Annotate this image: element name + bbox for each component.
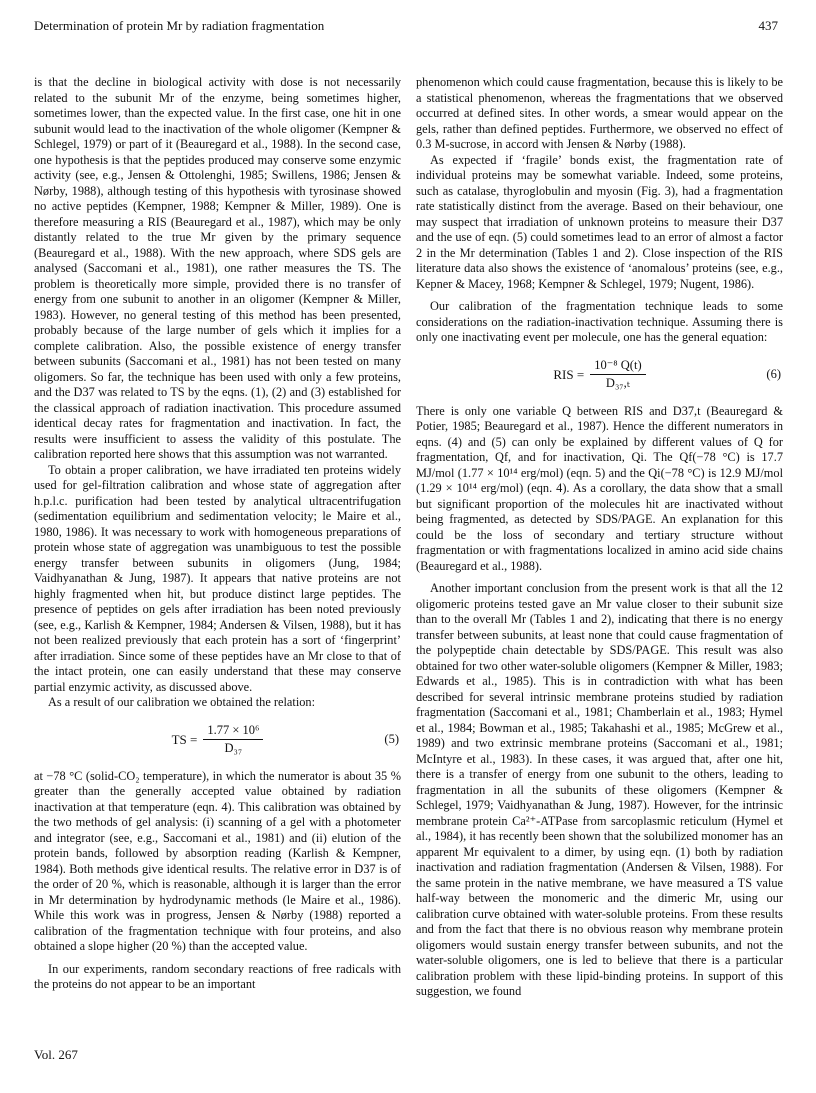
equation-fraction <box>203 723 263 756</box>
equation-5 <box>34 723 401 757</box>
equation-fraction <box>590 358 645 391</box>
equation-lhs: TS = <box>171 731 198 747</box>
paragraph: Another important conclusion from the present work is that all the 12 oligomeric proteins tested gave an Mr value closer to their subunit size than to the overall Mr (Tables 1 and 2), indicating that there is no energy transfer between subunits, at least none that could cause fragmentation of the polypeptide chain detectable by SDS/PAGE. This result was also obtained for two other water-soluble oligomers (Kempner & Miller, 1983; Edwards et al., 1985). This is in contradiction with what has been described for several intrinsic membrane proteins studied by radiation fragmentation (Saccomani et al., 1981; Chamberlain et al., 1983; Hymel et al., 1984; Bowman et al., 1985; Takahashi et al., 1985; McGrew et al., 1989) and two extrinsic membrane proteins (Saccomani et al., 1981; McIntyre et al., 1983). In these cases, it was argued that, after one hit, there is a transfer of energy from one subunit to the others, leading to fragmentation in all the subunits of these oligomers (Kempner & Schlegel, 1979; Vaidhyanathan & Jung, 1987). However, for the intrinsic membrane protein Ca²⁺-ATPase from sarcoplasmic reticulum (Hymel et al., 1984), it has recently been shown that the solubilized monomer has an apparent Mr equivalent to a dimer, by using eqn. (1) both by radiation inactivation and radiation fragmentation (Andersen & Vilsen, 1988). For the same protein in the native membrane, we have measured a TS value half-way between the monomeric and the dimeric Mr, using our calibration curve obtained with water-soluble proteins. From these results and from the fact that there is no obvious reason why membrane protein oligomers would sustain energy transfer between subunits, and not the water-soluble oligomers, one is led to believe that there is a particular calibration problem with these lipid-binding proteins. In support of this suggestion, we found <box>416 581 783 998</box>
equation-denominator: D₃₇ <box>224 741 243 755</box>
paragraph: phenomenon which could cause fragmentation, because this is likely to be a statistical phenomenon, whereas the fragmentations that we observed occurred at defined sites. In other words, a smear would appear on the gels, rather than defined peptides. Furthermore, we observed no effect of 0.3 M-sucrose, in accord with Jensen & Nørby (1988). <box>416 75 783 151</box>
running-title: Determination of protein Mr by radiation fragmentation <box>34 18 325 33</box>
equation-number: (5) <box>384 731 399 746</box>
paragraph: As a result of our calibration we obtained the relation: <box>48 695 316 709</box>
equation-denominator: D₃₇,ₜ <box>605 376 630 390</box>
paragraph: is that the decline in biological activity with dose is not necessarily related to the subunit Mr of the enzyme, being sometimes higher, sometimes lower, than the expected value. In the first case, one hit in one subunit would lead to the inactivation of the whole oligomer (Kempner & Schlegel, 1979) or part of it (Beauregard et al., 1988). In the second case, one hypothesis is that the peptides produced may conserve some enzymic activity (see, e.g., Jensen & Ottolenghi, 1985; Swillens, 1986; Jensen & Nørby, 1988), although testing of this hypothesis with tyrosinase showed no active peptides (Kempner, 1988; Kempner & Miller, 1989). One is therefore measuring a RIS (Beauregard et al., 1987), which may be only distantly related to the true Mr given by the primary sequence (Beauregard et al., 1988). With the new approach, where SDS gels are analysed (Saccomani et al., 1981), one rather measures the TS. The problem is theoretically more simple, provided there is no transfer of energy from one subunit to another in an oligomer (Kempner & Miller, 1983). However, no general testing of this method has been presented, probably because of the large number of gels which it implies for a complete calibration. Also, the possible existence of energy transfer between subunits (Saccomani et al., 1981) has not been tested on many oligomers. So far, the technique has been used with only a few proteins, and the D37 was related to TS by the eqns. (1), (2) and (3) established for the classical approach of radiation inactivation. This procedure assumed identical decay rates for fragmentation and inactivation. In fact, the results were insufficient to assess the validity of this postulate. The calibration reported here shows that this assumption was not warranted. <box>34 75 401 461</box>
equation-numerator: 1.77 × 10⁶ <box>203 723 263 740</box>
volume-footer: Vol. 267 <box>34 1047 78 1062</box>
page-number: 437 <box>758 18 778 33</box>
paragraph: In our experiments, random secondary reactions of free radicals with the proteins do not appear to be an important <box>34 961 401 991</box>
equation-numerator: 10⁻⁸ Q(t) <box>590 358 645 375</box>
paragraph: There is only one variable Q between RIS and D37,t (Beauregard & Potier, 1985; Beauregard et al., 1987). Hence the different numerators in eqns. (4) and (5) can only be explained by different values of Q for fragmentation, Qf, and for inactivation, Qi. The Qf(−78 °C) is 17.7 MJ/mol (1.77 × 10¹⁴ erg/mol) (eqn. 5) and the Qi(−78 °C) is 12.9 MJ/mol (1.29 × 10¹⁴ erg/mol) (eqn. 4). As a corollary, the data show that a small but significant proportion of the molecules hit are inactivated without being fragmented, as detected by SDS/PAGE. An explanation for this could be the loss of secondary and tertiary structure without fragmentation or with fragmentations localized in amino acid side chains (Beauregard et al., 1988). <box>416 403 783 573</box>
equation-number: (6) <box>766 366 781 381</box>
right-column <box>416 75 783 1000</box>
equation-6 <box>416 358 783 392</box>
left-column <box>34 75 401 993</box>
running-header <box>34 18 782 40</box>
paragraph: Our calibration of the fragmentation technique leads to some considerations on the radiation-inactivation technique. Assuming there is only one inactivating event per molecule, one has the general equation: <box>416 299 783 344</box>
paragraph: To obtain a proper calibration, we have irradiated ten proteins widely used for gel-filtration calibration and whose state of aggregation after h.p.l.c. purification had been tested by analytical ultracentrifugation (sedimentation equilibrium and sedimentation velocity; le Maire et al., 1980, 1986). It was necessary to work with homogeneous preparations of protein whose state of aggregation was unambiguous to test the possible energy transfer between subunits in oligomers (Jung, 1984; Vaidhyanathan & Jung, 1987). It appears that native proteins are not highly fragmented when hit, but produce distinct large peptides. The presence of peptides on gels after irradiation has been noted previously (see, e.g., Karlish & Kempner, 1984; Andersen & Vilsen, 1988), but it has not been realized previously that each protein has a sort of ‘fingerprint’ after irradiation. Since some of these peptides have an Mr close to that of the intact protein, one can easily understand that these may conserve partial enzymic activity, as discussed above. <box>34 462 401 694</box>
equation-lhs: RIS = <box>553 366 585 382</box>
paragraph: As expected if ‘fragile’ bonds exist, the fragmentation rate of individual proteins may be somewhat variable. Indeed, some proteins, such as catalase, thyroglobulin and myosin (Fig. 3), had a fragmentation rate statistically distinct from the average. Based on their behaviour, one may suspect that irradiation of unknown proteins to measure their D37 and the use of eqn. (5) could sometimes lead to an error of almost a factor 2 in the Mr determination (Tables 1 and 2). Close inspection of the RIS literature data also shows the existence of ‘anomalous’ proteins (see, e.g., Kepner & Macey, 1968; Kempner & Schlegel, 1979; Nugent, 1986). <box>416 152 783 291</box>
paragraph: at −78 °C (solid-CO₂ temperature), in which the numerator is about 35 % greater than the generally accepted value obtained by radiation inactivation at that temperature (eqn. 4). This calibration was obtained by the two methods of gel analysis: (i) scanning of a gel with a photometer and integrator (see, e.g., Saccomani et al., 1981) and (ii) elution of the protein bands, followed by absorption reading (Karlish & Kempner, 1984). Both methods give identical results. The relative error in D37 is of the order of 20 %, which is reasonable, although it is larger than the error in Mr determination by hydrodynamic methods (le Maire et al., 1986). While this work was in progress, Jensen & Nørby (1988) reported a calibration of the fragmentation technique with four proteins, and also obtained a slope higher (20 %) than the accepted value. <box>34 768 401 953</box>
